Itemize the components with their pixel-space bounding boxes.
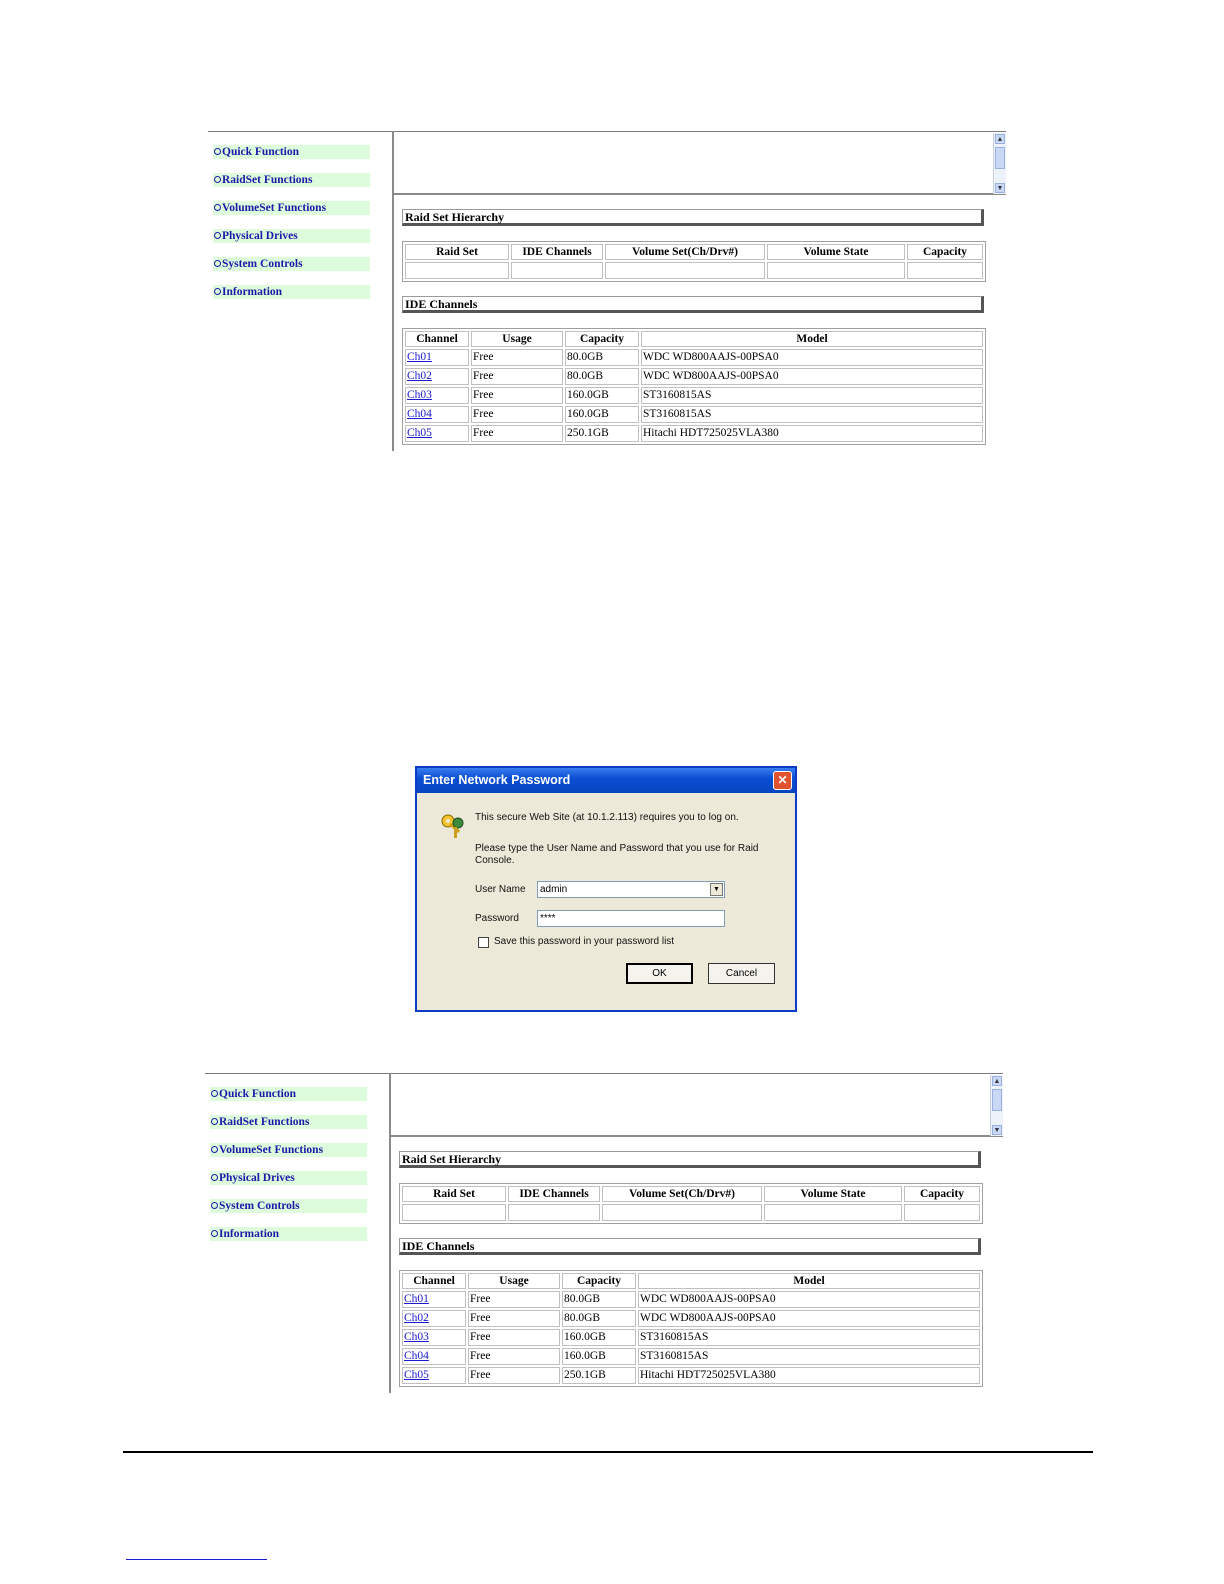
bullet-icon [214,288,221,295]
password-value: **** [540,913,556,924]
table-row [402,1204,980,1221]
nav-information[interactable]: Information [213,285,370,299]
scroll-thumb[interactable] [995,147,1005,169]
table-row: Ch01 Free 80.0GB WDC WD800AAJS-00PSA0 [402,1291,980,1308]
table-row: Ch04 Free 160.0GB ST3160815AS [405,406,983,423]
channel-link[interactable]: Ch04 [407,408,432,420]
column-header: Volume State [767,244,905,260]
bullet-icon [211,1202,218,1209]
dialog-prompt-line1: Please type the User Name and Password that you use for Raid [475,843,759,854]
bullet-icon [214,148,221,155]
save-password-label[interactable]: Save this password in your password list [494,936,675,947]
table-row: Ch03 Free 160.0GB ST3160815AS [405,387,983,404]
column-header: Raid Set [402,1186,506,1202]
channel-link[interactable]: Ch01 [404,1293,429,1305]
bullet-icon [214,260,221,267]
dialog-title: Enter Network Password [417,768,795,793]
channel-link[interactable]: Ch05 [407,427,432,439]
save-password-checkbox[interactable] [478,937,489,948]
close-icon[interactable]: ✕ [773,771,792,790]
column-header: Model [641,331,983,347]
password-field[interactable] [537,910,725,927]
left-nav [208,131,392,452]
dialog-message: This secure Web Site (at 10.1.2.113) requires you to log on. [475,812,739,823]
column-header: Model [638,1273,980,1289]
cancel-button[interactable]: Cancel [708,963,775,984]
scroll-up-icon[interactable]: ▲ [993,1077,1001,1085]
scroll-thumb[interactable] [992,1089,1002,1111]
scroll-down-icon[interactable]: ▼ [996,184,1004,192]
raid-console-screenshot-bottom [205,1073,1003,1393]
column-header: Capacity [907,244,983,260]
bullet-icon [214,232,221,239]
channel-link[interactable]: Ch04 [404,1350,429,1362]
channel-link[interactable]: Ch02 [407,370,432,382]
ide-channels-title: IDE Channels [399,1238,981,1255]
column-header: Volume Set(Ch/Drv#) [605,244,765,260]
column-header: Usage [468,1273,560,1289]
footer-rule [123,1451,1093,1453]
column-header: Raid Set [405,244,509,260]
left-nav [205,1073,389,1394]
column-header: Channel [402,1273,466,1289]
table-row: Ch03 Free 160.0GB ST3160815AS [402,1329,980,1346]
username-combobox[interactable] [537,881,725,898]
table-row: Ch04 Free 160.0GB ST3160815AS [402,1348,980,1365]
column-header: Capacity [562,1273,636,1289]
column-header: Volume State [764,1186,902,1202]
raid-hierarchy-table [399,1183,983,1224]
raid-hierarchy-table [402,241,986,282]
column-header: Capacity [904,1186,980,1202]
table-row: Ch02 Free 80.0GB WDC WD800AAJS-00PSA0 [402,1310,980,1327]
nav-volumeset-functions[interactable]: VolumeSet Functions [213,201,370,215]
channel-link[interactable]: Ch02 [404,1312,429,1324]
footer-link-underline [126,1559,267,1560]
table-row: Ch02 Free 80.0GB WDC WD800AAJS-00PSA0 [405,368,983,385]
channel-link[interactable]: Ch01 [407,351,432,363]
nav-quick-function[interactable]: Quick Function [210,1087,367,1101]
ide-channels-title: IDE Channels [402,296,984,313]
ok-button[interactable]: OK [626,963,693,984]
scroll-up-icon[interactable]: ▲ [996,135,1004,143]
main-frame [391,1137,1003,1393]
nav-information[interactable]: Information [210,1227,367,1241]
column-header: Usage [471,331,563,347]
dialog-prompt-line2: Console. [475,855,515,866]
raid-set-hierarchy-title: Raid Set Hierarchy [402,209,984,226]
channel-link[interactable]: Ch03 [407,389,432,401]
column-header: IDE Channels [511,244,603,260]
nav-physical-drives[interactable]: Physical Drives [213,229,370,243]
nav-raidset-functions[interactable]: RaidSet Functions [213,173,370,187]
nav-system-controls[interactable]: System Controls [210,1199,367,1213]
bullet-icon [211,1174,218,1181]
bullet-icon [211,1090,218,1097]
raid-console-screenshot-top [208,131,1006,451]
table-row: Ch01 Free 80.0GB WDC WD800AAJS-00PSA0 [405,349,983,366]
top-frame [394,131,1006,195]
nav-volumeset-functions[interactable]: VolumeSet Functions [210,1143,367,1157]
chevron-down-icon[interactable]: ▼ [710,883,723,896]
ide-channels-table [399,1270,983,1387]
bullet-icon [211,1230,218,1237]
bullet-icon [214,204,221,211]
network-password-dialog [415,766,797,1012]
nav-quick-function[interactable]: Quick Function [213,145,370,159]
ide-channels-table [402,328,986,445]
channel-link[interactable]: Ch05 [404,1369,429,1381]
username-label: User Name [475,884,526,895]
nav-physical-drives[interactable]: Physical Drives [210,1171,367,1185]
bullet-icon [211,1146,218,1153]
bullet-icon [214,176,221,183]
column-header: IDE Channels [508,1186,600,1202]
channel-link[interactable]: Ch03 [404,1331,429,1343]
column-header: Volume Set(Ch/Drv#) [602,1186,762,1202]
keys-icon [439,812,469,842]
top-frame [391,1073,1003,1137]
nav-raidset-functions[interactable]: RaidSet Functions [210,1115,367,1129]
bullet-icon [211,1118,218,1125]
nav-system-controls[interactable]: System Controls [213,257,370,271]
scroll-down-icon[interactable]: ▼ [993,1126,1001,1134]
table-row: Ch05 Free 250.1GB Hitachi HDT725025VLA380 [402,1367,980,1384]
username-value: admin [540,884,568,895]
raid-set-hierarchy-title: Raid Set Hierarchy [399,1151,981,1168]
scrollbar[interactable] [993,133,1006,194]
main-frame [394,195,1006,451]
scrollbar[interactable] [990,1075,1003,1136]
table-row: Ch05 Free 250.1GB Hitachi HDT725025VLA380 [405,425,983,442]
column-header: Capacity [565,331,639,347]
table-row [405,262,983,279]
password-label: Password [475,913,519,924]
column-header: Channel [405,331,469,347]
